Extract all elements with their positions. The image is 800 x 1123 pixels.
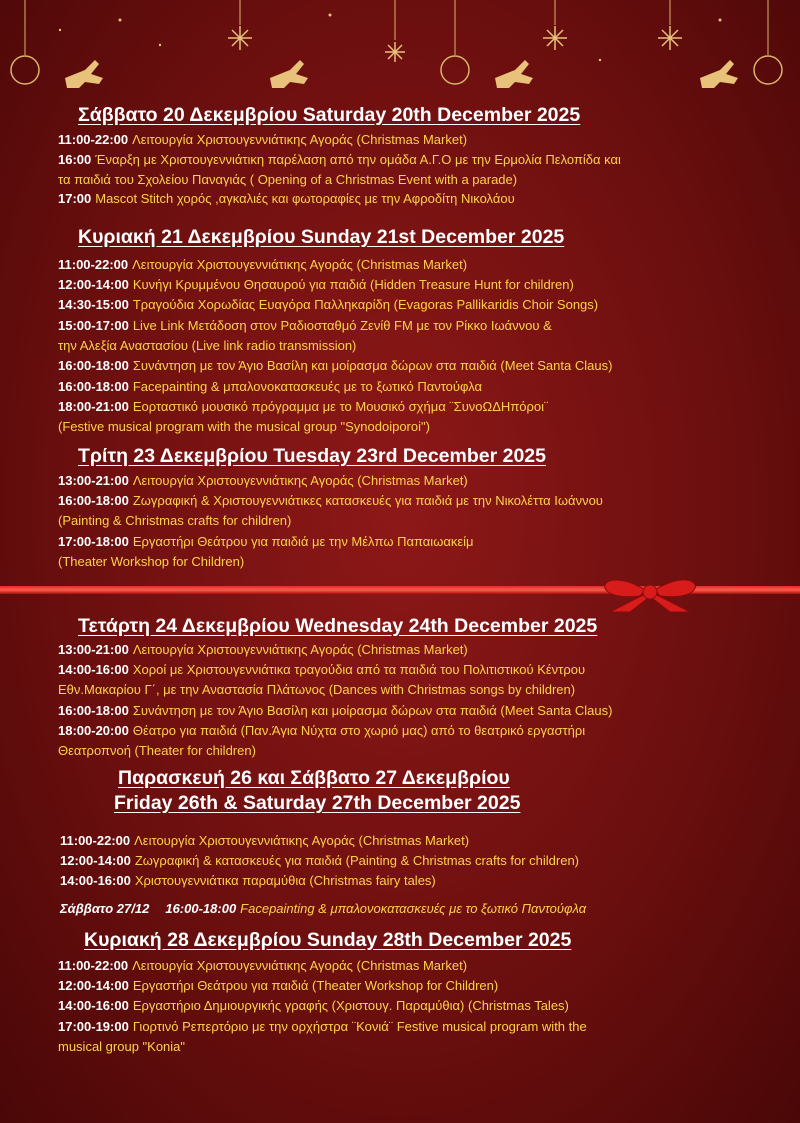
list-item: Θεατροπνοή (Theater for children) [58, 743, 256, 758]
day-title-friday-saturday: Παρασκευή 26 και Σάββατο 27 Δεκεμβρίου [118, 767, 510, 789]
star-sparkles-icon [59, 14, 722, 62]
list-item: 11:00-22:00 Λειτουργία Χριστουγεννιάτικης Αγοράς (Christmas Market) [58, 132, 468, 147]
day-title-wednesday-24: Τετάρτη 24 Δεκεμβρίου Wednesday 24th December 2025 [78, 615, 598, 637]
list-item: 16:00-18:00 Συνάντηση με τον Άγιο Βασίλη και μοίρασμα δώρων στα παιδιά (Meet Santa Claus) [58, 703, 613, 718]
special-item-saturday-27: Σάββατο 27/12 16:00-18:00 Facepainting & μπαλονοκατασκευές με το ξωτικό Παντούφλα [60, 901, 587, 916]
list-item: 18:00-20:00 Θέατρο για παιδιά (Παν.Άγια Νύχτα στο χωριό μας) από το θεατρικό εργαστήρι [58, 723, 586, 738]
list-item: την Αλεξία Αναστασίου (Live link radio transmission) [58, 338, 357, 353]
list-item: 14:30-15:00 Τραγούδια Χορωδίας Ευαγόρα Παλληκαρίδη (Evagoras Pallikaridis Choir Songs) [58, 297, 599, 312]
list-item: 14:00-16:00 Εργαστήριο Δημιουργικής γραφής (Χριστουγ. Παραμύθια) (Christmas Tales) [58, 998, 569, 1013]
list-item: 13:00-21:00 Λειτουργία Χριστουγεννιάτικης Αγοράς (Christmas Market) [58, 642, 468, 657]
day-title-friday-saturday-en: Friday 26th & Saturday 27th December 2025 [114, 792, 521, 814]
list-item: 12:00-14:00 Εργαστήρι Θεάτρου για παιδιά (Theater Workshop for Children) [58, 978, 499, 993]
list-item: 13:00-21:00 Λειτουργία Χριστουγεννιάτικης Αγοράς (Christmas Market) [58, 473, 468, 488]
day-title-sunday-28: Κυριακή 28 Δεκεμβρίου Sunday 28th December 2025 [84, 929, 572, 951]
list-item: musical group "Konia" [58, 1039, 186, 1054]
list-item: (Festive musical program with the musical group "Synodoiporoi") [58, 419, 430, 434]
list-item: 12:00-14:00 Κυνήγι Κρυμμένου Θησαυρού για παιδιά (Hidden Treasure Hunt for children) [58, 277, 574, 292]
list-item: 16:00-18:00 Facepainting & μπαλονοκατασκευές με το ξωτικό Παντούφλα [58, 379, 483, 394]
list-item: 14:00-16:00 Χριστουγεννιάτικα παραμύθια (Christmas fairy tales) [60, 873, 436, 888]
ribbon-bow-decoration [0, 572, 800, 612]
list-item: τα παιδιά του Σχολείου Παναγιάς ( Opening of a Christmas Event with a parade) [58, 172, 518, 187]
ornaments-decoration [0, 0, 800, 100]
list-item: 11:00-22:00 Λειτουργία Χριστουγεννιάτικης Αγοράς (Christmas Market) [58, 257, 468, 272]
list-item: 17:00 Mascot Stitch χορός ,αγκαλιές και φωτοραφίες με την Αφροδίτη Νικολάου [58, 191, 515, 206]
list-item: 11:00-22:00 Λειτουργία Χριστουγεννιάτικης Αγοράς (Christmas Market) [60, 833, 470, 848]
list-item: 16:00 Έναρξη με Χριστουγεννιάτικη παρέλαση από την ομάδα Α.Γ.Ο με την Ερμολία Πελοπίδα και [58, 152, 621, 167]
day-title-sunday-21: Κυριακή 21 Δεκεμβρίου Sunday 21st December 2025 [78, 226, 565, 248]
list-item: 16:00-18:00 Ζωγραφική & Χριστουγεννιάτικες κατασκευές για παιδιά με την Νικολέττα Ιωάννου [58, 493, 603, 508]
list-item: 16:00-18:00 Συνάντηση με τον Άγιο Βασίλη και μοίρασμα δώρων στα παιδιά (Meet Santa Claus) [58, 358, 613, 373]
day-title-tuesday-23: Τρίτη 23 Δεκεμβρίου Tuesday 23rd December 2025 [78, 445, 546, 467]
list-item: (Theater Workshop for Children) [58, 554, 245, 569]
day-title-saturday-20: Σάββατο 20 Δεκεμβρίου Saturday 20th December 2025 [78, 104, 581, 126]
list-item: 17:00-18:00 Εργαστήρι Θεάτρου για παιδιά με την Μέλπω Παπαιωακείμ [58, 534, 474, 549]
list-item: 15:00-17:00 Live Link Μετάδοση στον Ραδιοσταθμό Ζενίθ FM με τον Ρίκκο Ιωάννου & [58, 318, 552, 333]
bauble-icon [11, 56, 782, 84]
reindeer-icon [65, 60, 738, 88]
list-item: 14:00-16:00 Χοροί με Χριστουγεννιάτικα τραγούδια από τα παιδιά του Πολιτιστικού Κέντρου [58, 662, 586, 677]
list-item: Εθν.Μακαρίου Γ΄, με την Αναστασία Πλάτωνος (Dances with Christmas songs by children) [58, 682, 576, 697]
list-item: 11:00-22:00 Λειτουργία Χριστουγεννιάτικης Αγοράς (Christmas Market) [58, 958, 468, 973]
list-item: (Painting & Christmas crafts for children) [58, 513, 292, 528]
list-item: 18:00-21:00 Εορταστικό μουσικό πρόγραμμα με το Μουσικό σχήμα ¨ΣυνοΩΔΗπόροι¨ [58, 399, 549, 414]
list-item: 17:00-19:00 Γιορτινό Ρεπερτόριο με την ορχήστρα ¨Κονιά¨ Festive musical program with the [58, 1019, 587, 1034]
list-item: 12:00-14:00 Ζωγραφική & κατασκευές για παιδιά (Painting & Christmas crafts for children) [60, 853, 580, 868]
